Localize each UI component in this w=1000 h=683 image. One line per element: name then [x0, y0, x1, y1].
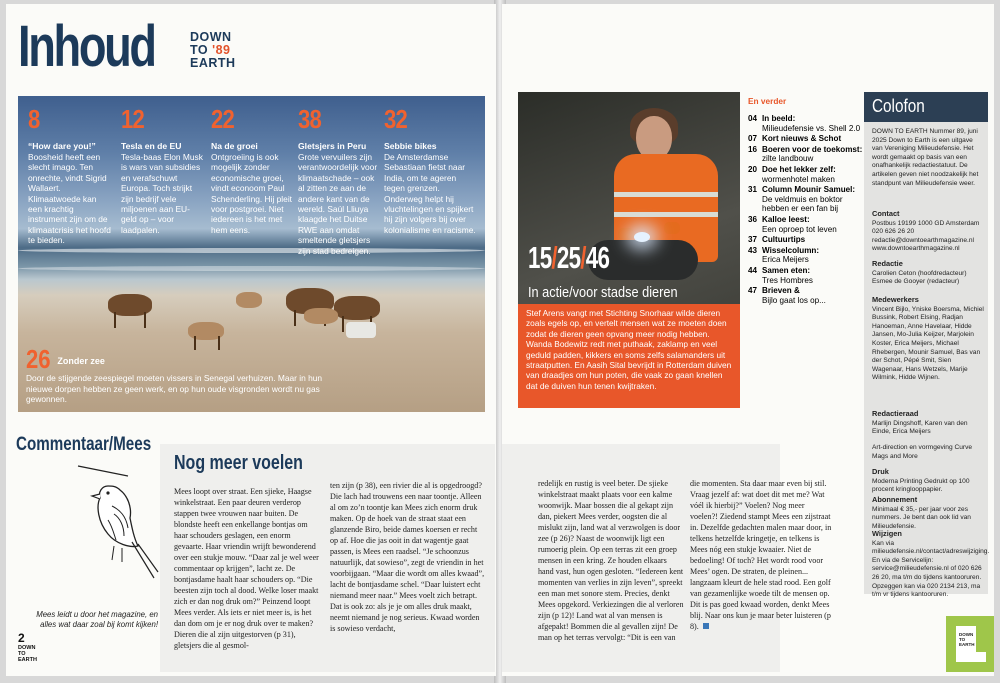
- article-column: ten zijn (p 38), een rivier die al is opgedroogd? Die lach had trouwens een naar toontje. Alleen al om zo’n toontje kan Mees zich enorm druk maken. Op de hoek van de straat staat een glanzende Biro, beide dames koersen er recht op af. Hoe die jas ooit in dat wagentje gaat passen, is Mees een raadsel. “Je schoonzus natuurlijk, dat sowieso”, zegt de vriendin in het voorbijgaan. “Maar die wordt om alles kwaad”, lacht de bontjasdame schel. “Daar luistert echt niemand meer naar.” Mees voelt zich betrapt. Dat is ook zo: als je je om alles druk maakt, neemt niemand je nog serieus. Kwaad worden is sowieso verdacht,: [330, 481, 485, 633]
- feature-heading: Zonder zee: [57, 356, 105, 366]
- page-ref: 15: [528, 240, 552, 275]
- item-page-number: 36: [748, 214, 758, 224]
- page-ref: 25: [556, 240, 581, 275]
- slash: /: [551, 240, 557, 275]
- feature-subhead: In actie/voor stadse dieren: [528, 284, 678, 301]
- en-verder-heading: En verder: [748, 96, 787, 106]
- item-subtitle: wormenhotel maken: [762, 174, 835, 184]
- item-text: [762, 134, 863, 144]
- page-ref: 46: [585, 240, 610, 275]
- feature-text: Grote vervuilers zijn verantwoordelijk voor klimaatschade – ook al zitten ze aan de andere kant van de wereld. Saúl Lliuya klaagde het Duitse RWE aan omdat smeltende gletsjers zijn stad bedreigen.: [298, 152, 378, 256]
- logo-line: EARTH: [18, 657, 37, 663]
- item-page-number: 43: [748, 245, 758, 255]
- colofon-block-text: Postbus 19199 1000 GD Amsterdam 020 626 26 20 redactie@downtoearthmagazine.nl www.downtoearthmagazine.nl: [872, 219, 980, 253]
- feature-item[interactable]: [298, 104, 382, 256]
- logo-line: TO: [18, 651, 26, 657]
- commentary-panel-continued: [502, 444, 832, 672]
- item-title: Brieven &: [762, 286, 800, 296]
- feature-item[interactable]: [121, 104, 205, 235]
- item-subtitle: Erica Meijers: [762, 255, 809, 265]
- colofon-block: [872, 468, 984, 495]
- corner-logo: [946, 616, 994, 672]
- feature-heading: Gletsjers in Peru: [298, 141, 367, 151]
- item-text: [762, 165, 863, 184]
- colofon-block-text: DOWN TO EARTH Nummer 89, juni 2025 Down to Earth is een uitgave van Vereniging Milieudefensie. Het wordt gemaakt op basis van een onafhankelijk redactiestatuut. De artikelen geven niet noodzakelijk het standpunt van Milieudefensie weer.: [872, 128, 979, 187]
- en-verder-item[interactable]: [748, 235, 863, 245]
- corner-logo-text: [959, 632, 975, 647]
- item-title: In beeld:: [762, 114, 796, 123]
- en-verder-list: [748, 96, 863, 306]
- item-page-number: 20: [748, 164, 758, 174]
- feature-item[interactable]: [28, 104, 112, 246]
- feature-page-number: 8: [28, 104, 40, 134]
- right-page: [502, 4, 994, 676]
- item-title: Kort nieuws & Schot: [762, 134, 842, 144]
- item-text: [762, 246, 863, 265]
- brand-mark: [190, 31, 236, 70]
- colofon-block-text: Moderna Printing Gedrukt op 100 procent kringlooppapier.: [872, 477, 970, 494]
- logo-line: DOWN: [18, 645, 36, 651]
- item-title: Column Mounir Samuel:: [762, 185, 856, 195]
- goat: [334, 296, 380, 320]
- en-verder-item[interactable]: [748, 114, 863, 133]
- colofon-block: [872, 260, 984, 287]
- item-text: [762, 235, 863, 245]
- goat-leg: [144, 312, 146, 328]
- colofon-block: [872, 410, 984, 437]
- feature-item[interactable]: [384, 104, 476, 235]
- footer-logo: [18, 645, 37, 663]
- brand-line: TO: [190, 43, 209, 57]
- item-title: Wisselcolumn:: [762, 245, 820, 255]
- feature-page-number: 26: [26, 344, 51, 374]
- page-title: Inhoud: [18, 14, 155, 79]
- feature-page-number: 12: [121, 104, 144, 134]
- colofon-block: [872, 128, 984, 188]
- feature-page-number: 38: [298, 104, 321, 134]
- feature-page-numbers[interactable]: [528, 240, 609, 276]
- item-page-number: 44: [748, 265, 758, 275]
- colofon-block-heading: Redactieraad: [872, 409, 919, 418]
- goat-leg: [114, 312, 116, 328]
- en-verder-item[interactable]: [748, 165, 863, 184]
- en-verder-item[interactable]: [748, 185, 863, 214]
- colofon-block-heading: Druk: [872, 467, 889, 476]
- colofon-header: [864, 92, 988, 122]
- flashlight: [634, 232, 650, 242]
- slash: /: [580, 240, 586, 275]
- logo-line: DOWN: [959, 632, 974, 637]
- feature-text: De Amsterdamse Sebastiaan fietst naar India, om te ageren tegen grenzen. Onderweg helpt hij vluchtelingen en spijkert hij zijn volgers bij over kolonialisme en racisme.: [384, 152, 476, 235]
- stop-square-icon: [703, 623, 709, 629]
- feature-heading: Na de groei: [211, 141, 258, 151]
- article-title: Nog meer voelen: [174, 452, 303, 474]
- colofon-block-text: Carolien Ceton (hoofdredacteur) Esmee de Gooyer (redacteur): [872, 269, 967, 286]
- item-page-number: 04: [748, 114, 758, 123]
- wave: [18, 248, 485, 253]
- item-subtitle: Milieudefensie vs. Shell 2.0: [762, 123, 861, 133]
- brand-line: EARTH: [190, 56, 236, 70]
- feature-text: Door de stijgende zeespiegel moeten vissers in Senegal verhuizen. Maar in hun nieuwe dorpen hebben ze geen werk, en op hun oude visgronden wordt nu gas gewonnen.: [26, 373, 323, 405]
- colofon-title: Colofon: [872, 96, 925, 116]
- article-column-text: redelijk en rustig is veel beter. De sjieke winkelstraat maakt plaats voor een kalme woonwijk. Maar bossen die al gekapt zijn dan, piekert Mees verder, oogsten die al mislukt zijn, land wat al verzwolgen is door zee (p 26)? Naast de woonwijk ligt een rumoerig plein. Op een terras zit een groep mensen in een kring. Ze houden elkaars hand vast, hun ogen gesloten. “Iedereen kent momenten van verlies in zijn leven”, spreekt een man met sonore stem. Precies, denkt Mees opgekord. Verkiezingen die al verloren zijn (p 12)! Land wat al van mensen is afgepakt! Bommen die al gevallen zijn! De man op het terras vervolgt: “Dit is een van: [538, 479, 684, 642]
- illustration-caption: Mees leidt u door het magazine, en alles wat daar zoal bij komt kijken!: [36, 610, 158, 629]
- article-column: [690, 478, 834, 632]
- colofon-block-text: Vincent Bijlo, Yniske Boersma, Michiel Bussink, Robert Elsing, Radjan Hanoeman, Anne Havelaar, Hidde Jansen, Mo-Julia Keijzer, Marjolein Koster, Erica Meijers, Michael Rhebergen, Mounir Samuel, Bas van der Schot, Pépé Smit, Sien Wagenaar, Hans Wetzels, Marije Wilmink, Hidde Wijnen.: [872, 305, 984, 382]
- item-title: Doe het lekker zelf:: [762, 164, 836, 174]
- item-text: [762, 145, 863, 164]
- colofon-block-heading: Medewerkers: [872, 295, 919, 304]
- colofon-block-text: Marlijn Dingshoff, Karen van den Einde, Erica Meijers: [872, 419, 968, 436]
- feature-summary-box: [518, 304, 740, 408]
- reflective-stripe: [614, 212, 718, 217]
- colofon-block-text: Minimaal € 35,- per jaar voor zes nummers. Je bent dan ook lid van Milieudefensie.: [872, 505, 971, 530]
- article-column-text: die momenten. Sta daar maar even bij stil. Vraag jezelf af: wat doet dit met me? Wat vóél ik hierbij?” Voelen? Nog meer voelen?! Ziedend stampt Mees een zijstraat in. Dezelfde gedachten malen maar door, in telkens hetzelfde kringetje, en telkens is Mees nóg een stukje kwaaier. Niet de bedoeling! Of toch? Het wordt rood voor Mees’ ogen. De straten, de pleinen... langzaam kleurt de hele stad rood. Een golf van gezamenlijke woede tilt de mensen op. Dit is pas goed kwaad worden, denkt Mees blij. Naar ons kun je maar beter luisteren (p 8).: [690, 479, 832, 631]
- colofon-block-text: Kan via milieudefensie.nl/contact/adreswijziging. En via de Servicelijn: service@milieudefensie.nl of 020 626 26 20, ma t/m do tijdens kantooruren. Opzeggen kan via 020 2134 213, ma t/m vr tijdens kantooruren.: [872, 539, 990, 599]
- feature-heading: Tesla en de EU: [121, 141, 182, 151]
- article-column: [538, 478, 684, 643]
- left-page: [6, 4, 496, 676]
- colofon-block: [872, 496, 984, 531]
- feature-text: Boosheid heeft een slecht imago. Ten onrechte, vindt Sigrid Wallaert. Klimaatwoede kan een krachtig instrument zijn om de klimaatcrisis het hoofd te bieden.: [28, 152, 111, 246]
- hero-image: [18, 96, 485, 412]
- item-text: [762, 266, 863, 285]
- item-page-number: 47: [748, 286, 758, 296]
- colofon-block-heading: Contact: [872, 209, 900, 218]
- feature-summary-text: Stef Arens vangt met Stichting Snorhaar wilde dieren zoals egels op, en vertelt mensen wat ze moeten doen zodat de dieren geen opvang meer nodig hebben. Wanda Bodewitz redt met puthaak, zaklamp en veel geduld padden, kikkers en soms zelfs salamanders uit straatputten. En Aasih Sital bevrijdt in Rotterdam duiven van draadjes om hun poten, die vaak zo gaan knellen dat de duiven hun tenen kwijtraken.: [526, 308, 732, 391]
- item-page-number: 37: [748, 235, 758, 245]
- goat: [304, 308, 338, 324]
- en-verder-item[interactable]: [748, 246, 863, 265]
- feature-item[interactable]: [26, 344, 326, 405]
- colofon-block-heading: Abonnement: [872, 495, 918, 504]
- colofon-block: [872, 529, 990, 600]
- item-title: Cultuurtips: [762, 235, 806, 245]
- feature-heading: “How dare you!”: [28, 141, 96, 151]
- feature-heading: Sebbie bikes: [384, 141, 437, 151]
- goat: [236, 292, 262, 308]
- item-title: Samen eten:: [762, 265, 811, 275]
- item-subtitle: zilte landbouw: [762, 154, 814, 164]
- colofon-block: [872, 296, 984, 383]
- goat-leg: [342, 316, 344, 332]
- logo-line: TO: [959, 637, 966, 642]
- goat-leg: [294, 310, 296, 326]
- glove: [664, 222, 680, 234]
- item-text: [762, 185, 863, 214]
- feature-text: Ontgroeiing is ook mogelijk zonder economische groei, vindt econoom Paul Schenderling. Hij pleit voor postgroei. Niet iedereen is het met hem eens.: [211, 152, 293, 235]
- item-subtitle: Bijlo gaat los op...: [762, 295, 826, 305]
- issue-number: '89: [212, 43, 231, 57]
- glove: [618, 228, 634, 240]
- item-subtitle: Tres Hombres: [762, 275, 813, 285]
- colofon-block-heading: Redactie: [872, 259, 903, 268]
- en-verder-item[interactable]: [748, 286, 863, 305]
- brand-line: DOWN: [190, 30, 232, 44]
- item-subtitle: De veldmuis en boktor hebben er een fan bij: [762, 194, 843, 214]
- feature-item[interactable]: [211, 104, 295, 235]
- sack: [346, 322, 376, 338]
- wave: [18, 266, 485, 271]
- article-column: Mees loopt over straat. Een sjieke, Haagse winkelstraat. Een paar deuren verderop stappen twee vrouwen naar buiten. De blondste heeft een enkellange bontjas om haar schouders geslagen, een enorm gevaarte. Haar vriendin wrijft bewonderend over een stukje mouw. “Daar zal je wel weer commentaar op krijgen”, lacht ze. De bontjasdame haalt haar schouders op. “Die beesten zijn toch al dood. Welke loser maakt zich er dan nog druk om?” Peinzend loopt Mees verder. Als iets er niet meer is, is het dan dom om je er nog druk over te maken? Dieren die al zijn uitgestorven (p 31), gletsjers die al gesmol-: [174, 487, 319, 650]
- en-verder-item[interactable]: [748, 145, 863, 164]
- item-text: [762, 215, 863, 234]
- item-page-number: 31: [748, 185, 758, 195]
- item-text: [762, 286, 863, 305]
- logo-line: EARTH: [959, 642, 975, 647]
- bird-illustration: [68, 456, 160, 586]
- colofon-block-text: Art-direction en vormgeving Curve Mags and More: [872, 444, 973, 460]
- colofon-block: [872, 444, 984, 461]
- item-title: Boeren voor de toekomst:: [762, 144, 863, 154]
- colofon-panel: [864, 92, 990, 599]
- feature-text: Tesla-baas Elon Musk is wars van subsidies en verafschuwt Europa. Toch strijkt zijn bedrijf vele miljoenen aan EU-geld op – voor laadpalen.: [121, 152, 203, 235]
- feature-page-number: 22: [211, 104, 234, 134]
- item-text: [762, 114, 863, 133]
- colofon-block-heading: Wijzigen: [872, 529, 902, 538]
- en-verder-item[interactable]: [748, 134, 863, 144]
- page-number: 2: [18, 631, 25, 645]
- feature-page-number: 32: [384, 104, 407, 134]
- item-title: Kalloe leest:: [762, 214, 810, 224]
- section-title: Commentaar/Mees: [16, 434, 152, 455]
- en-verder-item[interactable]: [748, 215, 863, 234]
- colofon-block: [872, 210, 984, 254]
- item-subtitle: Een oproep tot leven: [762, 224, 837, 234]
- item-page-number: 16: [748, 144, 758, 154]
- item-page-number: 07: [748, 134, 758, 144]
- reflective-stripe: [614, 192, 718, 197]
- logo-shape: [956, 652, 986, 662]
- commentary-panel: [160, 444, 495, 672]
- en-verder-item[interactable]: [748, 266, 863, 285]
